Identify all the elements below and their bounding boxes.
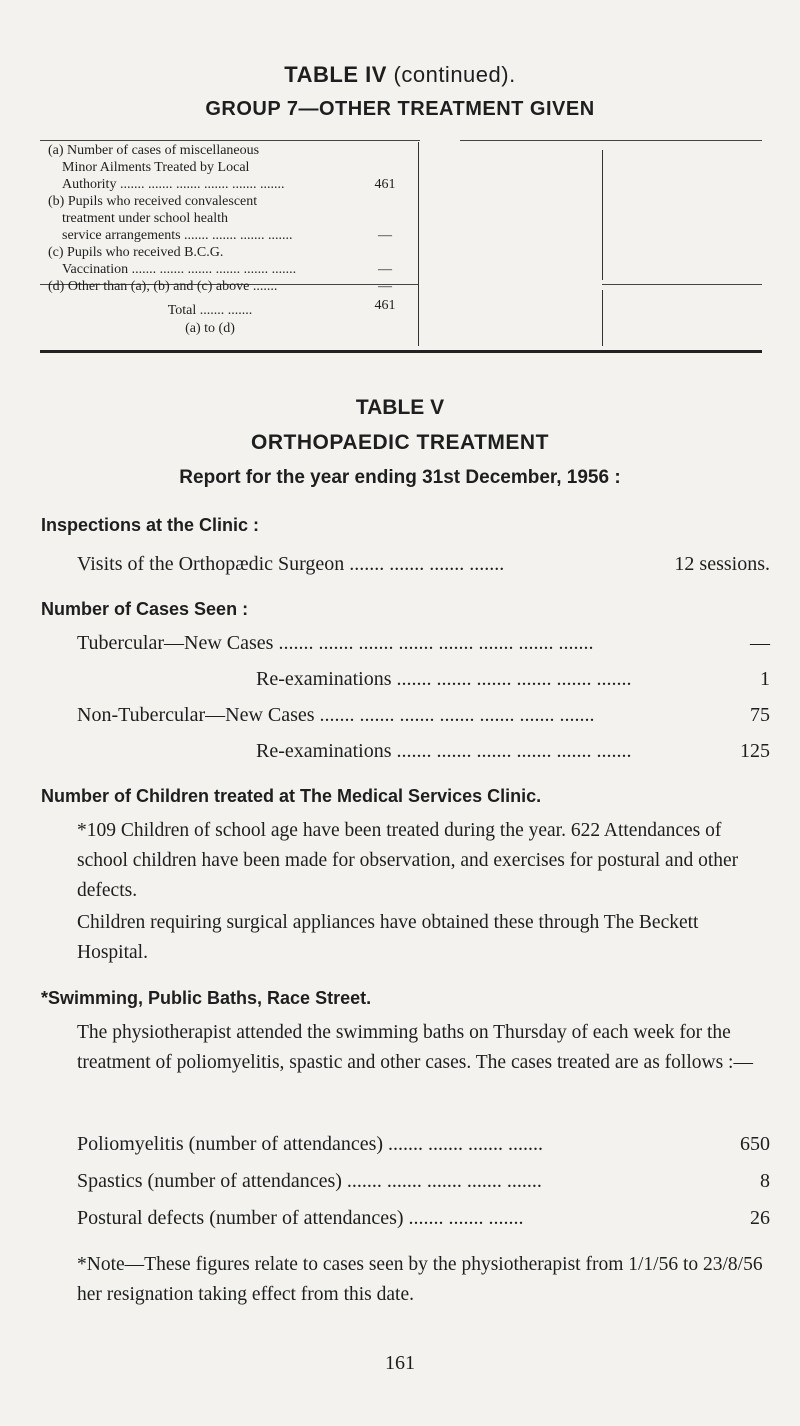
table-right-divider-top — [602, 150, 603, 280]
table4-title — [0, 62, 800, 88]
row-a-line1: (a) Number of cases of miscellaneous — [48, 143, 260, 158]
table5-title: TABLE V — [355, 396, 445, 419]
clinic-paragraph-2-text: Children requiring surgical appliances have obtained these through The Beckett Hospital. — [77, 912, 699, 963]
tubercular-reexam-value: 1 — [760, 668, 770, 690]
polio-label: Poliomyelitis (number of attendances) ....... ....... ....... ....... — [77, 1133, 544, 1155]
visits-label: Visits of the Orthopædic Surgeon ....... ....... ....... ....... — [77, 553, 505, 575]
clinic-paragraph-1 — [41, 816, 771, 906]
table-right-divider-bottom — [602, 290, 603, 346]
row-d-value: — — [378, 279, 392, 294]
cases-heading: Number of Cases Seen : — [41, 599, 249, 619]
row-c-value: — — [378, 262, 392, 277]
postural-label: Postural defects (number of attendances) ....... ....... ....... — [77, 1207, 524, 1229]
note-text: *Note—These figures relate to cases seen by the physiotherapist from 1/1/56 to 23/8/56 her resignation taking effect from this date. — [77, 1254, 763, 1305]
row-b-line2: treatment under school health — [62, 211, 228, 226]
visits-value: 12 sessions. — [674, 553, 770, 575]
total-value: 461 — [374, 298, 396, 313]
total-sublabel: (a) to (d) — [185, 321, 235, 336]
table4-title-cont: (continued). — [393, 62, 516, 87]
note-paragraph — [41, 1250, 771, 1310]
table4 — [40, 140, 762, 352]
table5-subtitle: ORTHOPAEDIC TREATMENT — [251, 431, 549, 454]
row-b-value: — — [378, 228, 392, 243]
table4-title-main: TABLE IV — [284, 62, 387, 87]
row-c-line2: Vaccination ....... ....... ....... ....... ....... ....... — [62, 262, 297, 277]
row-a-line2: Minor Ailments Treated by Local — [62, 160, 250, 175]
swimming-heading: *Swimming, Public Baths, Race Street. — [41, 988, 372, 1008]
row-a-value: 461 — [374, 177, 396, 192]
spastics-label: Spastics (number of attendances) ....... ....... ....... ....... ....... — [77, 1170, 542, 1192]
row-b-line3: service arrangements ....... ....... ....... ....... — [62, 228, 293, 243]
table-bottom-thick-rule — [40, 350, 762, 353]
spastics-value: 8 — [760, 1170, 770, 1192]
postural-value: 26 — [750, 1207, 770, 1229]
total-label: Total ....... ....... — [167, 303, 253, 318]
nontubercular-new-label: Non-Tubercular—New Cases ....... ....... ....... ....... ....... ....... ....... — [77, 704, 595, 726]
row-d-line1: (d) Other than (a), (b) and (c) above ....... — [48, 279, 278, 294]
tubercular-new-label: Tubercular—New Cases ....... ....... ....... ....... ....... ....... ....... ....... — [77, 632, 594, 654]
table4-subtitle: GROUP 7—OTHER TREATMENT GIVEN — [205, 98, 595, 120]
polio-value: 650 — [740, 1133, 770, 1155]
clinic-paragraph-1-text: *109 Children of school age have been treated during the year. 622 Attendances of school children have been made for observation, and exercises for postural and other defects. — [77, 820, 739, 901]
tubercular-new-value: — — [750, 632, 770, 654]
row-a-line3: Authority ....... ....... ....... ....... ....... ....... — [62, 177, 285, 192]
clinic-paragraph-2 — [41, 908, 771, 968]
nontubercular-new-value: 75 — [750, 704, 770, 726]
swimming-paragraph-text: The physiotherapist attended the swimming baths on Thursday of each week for the treatment of poliomyelitis, spastic and other cases. The cases treated are as follows :— — [77, 1022, 753, 1073]
swimming-paragraph — [41, 1018, 771, 1078]
table-top-rule — [460, 140, 762, 141]
report-line: Report for the year ending 31st December, 1956 : — [179, 467, 621, 488]
inspections-heading: Inspections at the Clinic : — [41, 515, 260, 535]
row-c-line1: (c) Pupils who received B.C.G. — [48, 245, 224, 260]
page-number: 161 — [385, 1352, 415, 1374]
nontubercular-reexam-value: 125 — [740, 740, 770, 762]
row-b-line1: (b) Pupils who received convalescent — [48, 194, 258, 209]
tubercular-reexam-label: Re-examinations ....... ....... ....... ....... ....... ....... — [256, 668, 632, 690]
nontubercular-reexam-label: Re-examinations ....... ....... ....... ....... ....... ....... — [256, 740, 632, 762]
clinic-heading: Number of Children treated at The Medical Services Clinic. — [41, 786, 542, 806]
table-total-rule-right — [602, 284, 762, 285]
